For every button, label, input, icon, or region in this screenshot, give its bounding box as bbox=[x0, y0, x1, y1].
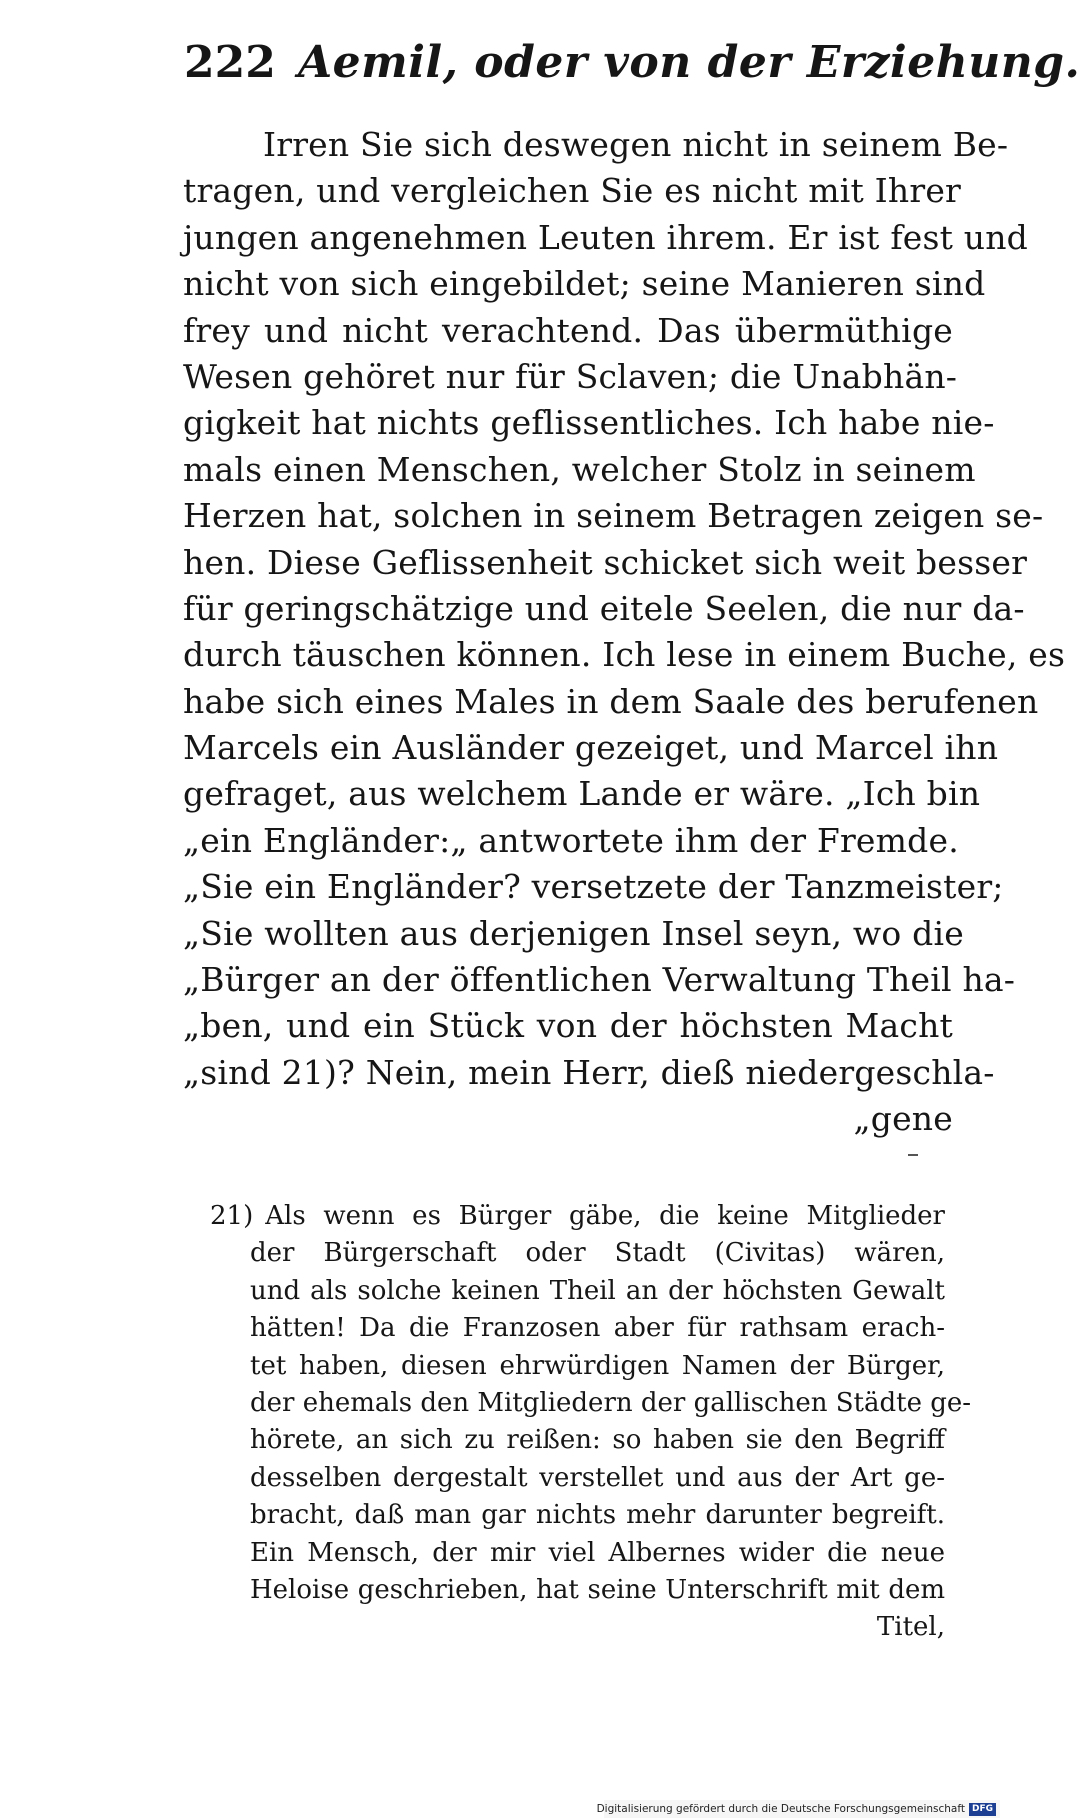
text-line: Wesen gehöret nur für Sclaven; die Unabhän- bbox=[183, 356, 958, 396]
main-text bbox=[183, 122, 1066, 1143]
text-line: frey und nicht verachtend. Das übermüthige bbox=[183, 310, 953, 350]
footnote-marker: 21) bbox=[210, 1201, 254, 1231]
text-line: durch täuschen können. Ich lese in einem Buche, es bbox=[183, 635, 1066, 675]
text-line: „sind 21)? Nein, mein Herr, dieß niedergeschla- bbox=[183, 1052, 995, 1092]
catchword: „gene bbox=[853, 1099, 953, 1139]
text-line: für geringschätzige und eitele Seelen, die nur da- bbox=[183, 588, 1025, 628]
running-title: Aemil, oder von der Erziehung. bbox=[298, 37, 1080, 88]
text-line: „ben, und ein Stück von der höchsten Macht bbox=[183, 1006, 953, 1046]
text-line: gefraget, aus welchem Lande er wäre. „Ich bin bbox=[183, 774, 981, 814]
page-number: 222 bbox=[184, 37, 276, 88]
text-line: gigkeit hat nichts geflissentliches. Ich habe nie- bbox=[183, 403, 995, 443]
text-line: Marcels ein Ausländer gezeiget, und Marcel ihn bbox=[183, 728, 999, 768]
text-line: „ein Engländer:„ antwortete ihm der Fremde. bbox=[183, 820, 959, 860]
text-line: habe sich eines Males in dem Saale des berufenen bbox=[183, 681, 1039, 721]
dfg-logo: DFG bbox=[969, 1803, 996, 1816]
footnote-line: bracht, daß man gar nichts mehr darunter begreift. bbox=[250, 1500, 945, 1531]
footnote-line: und als solche keinen Theil an der höchsten Gewalt bbox=[250, 1275, 945, 1306]
footnote-line: Ein Mensch, der mir viel Albernes wider die neue bbox=[250, 1537, 945, 1568]
text-line: mals einen Menschen, welcher Stolz in seinem bbox=[183, 449, 976, 489]
footnote-text: Als wenn es Bürger gäbe, die keine Mitglieder bbox=[265, 1201, 945, 1231]
separator-mark bbox=[908, 1154, 918, 1156]
footnote-line: desselben dergestalt verstellet und aus der Art ge- bbox=[250, 1462, 945, 1493]
text-line: „Sie wollten aus derjenigen Insel seyn, wo die bbox=[183, 913, 964, 953]
text-line: „Sie ein Engländer? versetzete der Tanzmeister; bbox=[183, 867, 1004, 907]
footnote-line: hörete, an sich zu reißen: so haben sie den Begriff bbox=[250, 1425, 945, 1456]
footnote-line: Heloise geschrieben, hat seine Unterschrift mit dem bbox=[250, 1574, 945, 1605]
digitization-credit: Digitalisierung gefördert durch die Deutsche Forschungsgemeinschaft bbox=[596, 1803, 965, 1815]
footnote-line: der ehemals den Mitgliedern der gallischen Städte ge- bbox=[250, 1387, 972, 1418]
text-line: tragen, und vergleichen Sie es nicht mit Ihrer bbox=[183, 171, 962, 211]
page-header bbox=[184, 28, 1080, 98]
footnote-line: hätten! Da die Franzosen aber für rathsam erach- bbox=[250, 1313, 945, 1344]
text-line: hen. Diese Geflissenheit schicket sich weit besser bbox=[183, 542, 1028, 582]
footnote-catchword: Titel, bbox=[876, 1612, 945, 1643]
text-line: Irren Sie sich deswegen nicht in seinem Be- bbox=[263, 125, 1009, 164]
footnote-line: der Bürgerschaft oder Stadt (Civitas) wären, bbox=[250, 1238, 945, 1269]
footnote-line: tet haben, diesen ehrwürdigen Namen der Bürger, bbox=[250, 1350, 945, 1381]
footnote bbox=[210, 1198, 972, 1647]
text-line: Herzen hat, solchen in seinem Betragen zeigen se- bbox=[183, 496, 1044, 536]
text-line: jungen angenehmen Leuten ihrem. Er ist fest und bbox=[183, 217, 1028, 257]
digitization-footer bbox=[596, 1800, 1000, 1818]
footnote-line bbox=[210, 1198, 945, 1235]
text-line: nicht von sich eingebildet; seine Manieren sind bbox=[183, 264, 986, 304]
text-line: „Bürger an der öffentlichen Verwaltung Theil ha- bbox=[183, 960, 1016, 1000]
